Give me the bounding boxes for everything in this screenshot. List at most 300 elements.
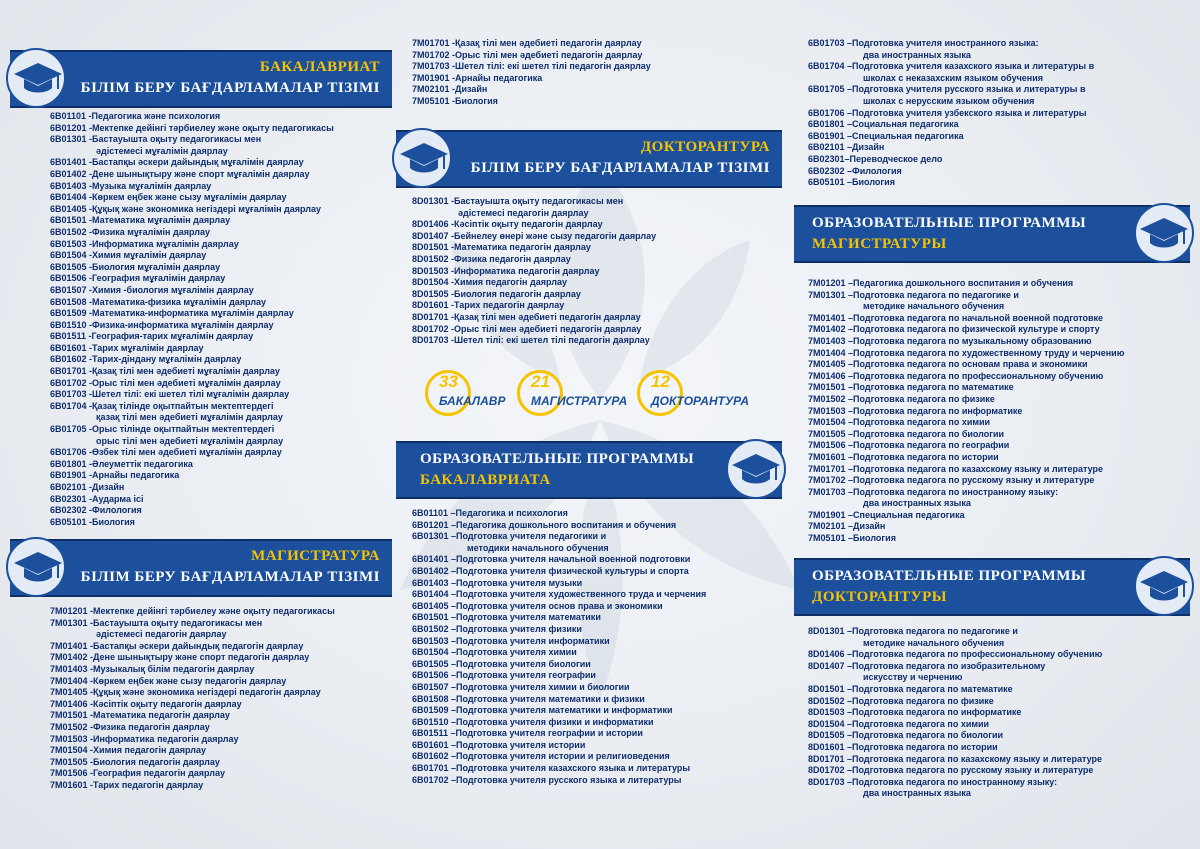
program-row — [412, 717, 706, 729]
program-line-continuation: методике начального обучения — [863, 301, 1005, 312]
program-code: 6B01701 - — [50, 366, 93, 377]
program-code: 7M01503 - — [50, 733, 94, 744]
program-code: 7M01502 – — [808, 393, 854, 404]
master-kz-program-list-continued — [412, 38, 651, 108]
program-title: Подготовка учителя русского языка и литературы — [456, 774, 682, 785]
program-row — [808, 84, 1094, 96]
program-code: 7M01201 – — [808, 278, 854, 288]
program-row — [50, 111, 334, 123]
program-row — [412, 38, 651, 50]
program-title: Орыс тілі мен әдебиеті педагогін даярлау — [454, 323, 642, 334]
program-row — [808, 313, 1124, 325]
program-row — [50, 331, 334, 343]
program-row — [412, 612, 706, 624]
program-row — [808, 348, 1124, 360]
program-title: Физика мұғалімін даярлау — [92, 226, 210, 237]
program-line-continuation: орыс тілі мен әдебиеті мұғалімін даярлау — [96, 435, 284, 446]
program-code: 7M01401 - — [50, 640, 94, 651]
program-code: 7M01404 - — [50, 675, 94, 686]
program-title: Шетел тілі: екі шетел тілі педагогін даярлау — [454, 335, 650, 346]
program-code: 6B01405 - — [50, 203, 93, 214]
program-code: 6B01702 – — [412, 774, 457, 785]
program-title: Қазақ тілі мен әдебиеті педагогін даярлау — [455, 38, 642, 48]
program-title: Мектепке дейінгі тәрбиелеу және оқыту педагогикасы — [93, 606, 335, 616]
program-row — [412, 601, 706, 613]
program-code: 7M01301 – — [808, 289, 854, 300]
program-code: 8D01503 - — [412, 265, 455, 276]
program-title: География-тарих мұғалімін даярлау — [91, 331, 254, 342]
program-code: 6B01801 – — [808, 119, 853, 130]
program-row — [50, 285, 334, 297]
program-code: 6B01510 – — [412, 716, 457, 727]
program-row — [50, 494, 334, 506]
program-code: 6B01508 – — [412, 693, 457, 704]
program-code: 6B01601 – — [412, 739, 457, 750]
program-code: 8D01601 - — [412, 300, 455, 311]
program-title: Подготовка учителя информатики — [456, 635, 610, 646]
program-row — [412, 763, 706, 775]
program-title: Биология — [455, 95, 498, 106]
program-title: Подготовка учителя педагогики и — [456, 531, 607, 542]
program-title: Подготовка учителя физической культуры и спорта — [456, 565, 689, 576]
program-title: Көркем еңбек және сызу педагогін даярлау — [93, 675, 287, 686]
program-title: Арнайы педагогика — [455, 72, 543, 83]
program-code: 7M01504 - — [50, 745, 94, 756]
program-title: Бастапқы әскери дайындық педагогін даярлау — [93, 640, 304, 651]
program-title: Специальная педагогика — [852, 130, 964, 141]
program-code: 8D01703 – — [808, 776, 853, 787]
program-code: 6B01706 - — [50, 447, 93, 458]
program-title: Әлеуметтік педагогика — [92, 458, 193, 469]
banner-subtitle: БІЛІМ БЕРУ БАҒДАРЛАМАЛАР ТІЗІМІ — [80, 80, 380, 96]
program-row — [50, 482, 334, 494]
program-code: 6B01101 - — [50, 111, 92, 121]
program-row — [808, 487, 1124, 499]
program-row — [808, 696, 1102, 708]
program-row — [412, 589, 706, 601]
program-row — [808, 707, 1102, 719]
program-row — [808, 452, 1124, 464]
program-title: Дизайн — [92, 482, 125, 492]
program-line-continuation: два иностранных языка — [863, 498, 971, 509]
program-row — [412, 73, 651, 85]
program-title: Биология — [852, 177, 895, 188]
program-title: Педагогика и психология — [455, 508, 568, 518]
program-code: 8D01601 – — [808, 741, 853, 752]
program-code: 6B01507 – — [412, 681, 457, 692]
program-code: 8D01301 - — [412, 196, 455, 206]
program-title: Подготовка педагога по географии — [853, 440, 1010, 451]
program-row — [808, 475, 1124, 487]
program-row — [50, 366, 334, 378]
program-row — [808, 730, 1102, 742]
program-row — [412, 659, 706, 671]
program-title: Подготовка педагога по биологии — [853, 428, 1005, 439]
program-row — [808, 177, 1094, 189]
program-title: Подготовка педагога по профессиональному обучению — [853, 370, 1104, 381]
program-code: 6B01509 – — [412, 705, 457, 716]
program-row — [50, 447, 334, 459]
program-row — [808, 324, 1124, 336]
program-code: 6B01702 - — [50, 377, 93, 388]
program-row — [50, 687, 335, 699]
program-row — [412, 289, 656, 301]
program-row — [50, 273, 334, 285]
program-code: 6B01505 - — [50, 261, 93, 272]
program-code: 6B01509 - — [50, 308, 93, 319]
program-title: Подготовка педагога по химии — [852, 718, 990, 729]
banner-title: МАГИСТРАТУРА — [251, 548, 380, 564]
program-row — [50, 699, 335, 711]
program-title: Математика мұғалімін даярлау — [92, 215, 231, 226]
program-row — [50, 192, 334, 204]
program-code: 6B01201 – — [412, 519, 457, 530]
program-code: 7M01701 – — [808, 463, 854, 474]
program-code: 6B01601 - — [50, 342, 93, 353]
program-row — [50, 308, 334, 320]
program-title: Подготовка педагога по профессиональному обучению — [852, 649, 1103, 660]
program-row — [50, 757, 335, 769]
bachelor-ru-program-list-continued — [808, 38, 1094, 189]
program-row — [50, 641, 335, 653]
program-title: Педагогика дошкольного воспитания и обучения — [853, 278, 1074, 288]
program-title: Подготовка педагога по изобразительному — [852, 660, 1046, 671]
program-row — [50, 734, 335, 746]
program-row — [808, 290, 1124, 302]
program-code: 8D01702 – — [808, 765, 853, 776]
program-line-continuation: әдістемесі педагогін даярлау — [96, 629, 227, 640]
program-title: Подготовка учителя географии и истории — [455, 728, 643, 739]
program-title: Подготовка учителя основ права и экономики — [456, 600, 663, 611]
program-row — [50, 424, 334, 436]
program-title: Подготовка учителя иностранного языка: — [852, 38, 1039, 48]
stat-number: 33 — [439, 372, 458, 391]
program-row — [412, 508, 706, 520]
program-row — [412, 300, 656, 312]
program-row — [50, 123, 334, 135]
program-row — [808, 108, 1094, 120]
program-row — [50, 710, 335, 722]
program-code: 7M01601 – — [808, 451, 854, 462]
program-row — [412, 740, 706, 752]
program-row — [412, 242, 656, 254]
program-title: Құқық және экономика негіздері педагогін даярлау — [93, 687, 321, 698]
program-code: 6B01404 - — [50, 192, 93, 203]
program-line-continuation: методики начального обучения — [467, 542, 609, 553]
program-row — [412, 254, 656, 266]
program-row — [50, 169, 334, 181]
program-title: Көркем еңбек және сызу мұғалімін даярлау — [92, 192, 287, 203]
banner-title: ОБРАЗОВАТЕЛЬНЫЕ ПРОГРАММЫ — [420, 451, 695, 467]
program-row — [808, 417, 1124, 429]
program-title: Подготовка учителя казахского языка и литературы в — [852, 61, 1095, 72]
program-title: Подготовка педагога по художественному труду и черчению — [853, 347, 1125, 358]
program-row — [808, 464, 1124, 476]
program-code: 8D01703 - — [412, 335, 455, 346]
program-row — [808, 61, 1094, 73]
program-title: Тарих педагогін даярлау — [93, 779, 204, 790]
program-title: Подготовка учителя математики — [456, 612, 601, 623]
program-code: 6B01511 – — [412, 728, 456, 739]
program-line-continuation: два иностранных языка — [863, 49, 971, 60]
program-row — [412, 520, 706, 532]
program-code: 6B05101 - — [50, 516, 93, 527]
program-code: 8D01505 - — [412, 288, 455, 299]
program-code: 8D01504 – — [808, 718, 853, 729]
program-title: Подготовка педагога по информатике — [852, 707, 1022, 718]
program-code: 7M01901 – — [808, 509, 854, 520]
program-code: 6B01502 – — [412, 623, 457, 634]
program-row — [808, 429, 1124, 441]
bachelor-ru-program-list — [412, 508, 706, 786]
program-title: Математика-информатика мұғалімін даярлау — [92, 308, 294, 319]
program-title: Қазақ тілі мен әдебиеті педагогін даярлау — [454, 311, 641, 322]
program-code: 7M01601 - — [50, 779, 94, 790]
program-row — [412, 636, 706, 648]
program-line-continuation: әдістемесі мұғалімін даярлау — [96, 145, 228, 156]
program-title: Филология — [92, 505, 142, 516]
program-title: Тарих мұғалімін даярлау — [92, 342, 204, 353]
banner-subtitle: БІЛІМ БЕРУ БАҒДАРЛАМАЛАР ТІЗІМІ — [80, 569, 380, 585]
program-title: Подготовка учителя истории — [456, 739, 586, 750]
program-code: 6B01403 – — [412, 577, 457, 588]
program-title: Орыс тілі мен әдебиеті педагогін даярлау — [455, 49, 643, 60]
program-row — [808, 359, 1124, 371]
program-code: 6B01501 – — [412, 612, 457, 623]
program-row — [412, 219, 656, 231]
program-title: Подготовка учителя казахского языка и литературы — [456, 763, 691, 774]
bachelor-kz-program-list — [50, 111, 334, 528]
program-code: 7M01401 – — [808, 312, 854, 323]
program-title: Физика-информатика мұғалімін даярлау — [92, 319, 274, 330]
program-code: 6B01403 - — [50, 180, 93, 191]
program-code: 8D01502 - — [412, 253, 455, 264]
program-code: 6B01701 – — [412, 763, 457, 774]
program-row — [808, 684, 1102, 696]
stat-label: БАКАЛАВР — [439, 394, 506, 408]
program-title: Подготовка учителя математики и информатики — [456, 705, 673, 716]
program-title: Подготовка учителя музыки — [456, 577, 583, 588]
program-row — [412, 335, 656, 347]
banner-subtitle: МАГИСТРАТУРЫ — [812, 236, 947, 252]
program-row — [50, 262, 334, 274]
program-row — [412, 531, 706, 543]
program-code: 6B01801 - — [50, 458, 93, 469]
program-code: 6B01401 - — [50, 157, 93, 168]
program-title: Биология педагогін даярлау — [454, 288, 581, 299]
banner-doctorate-kz — [396, 130, 782, 188]
program-title: Подготовка педагога по музыкальному образованию — [853, 335, 1092, 346]
program-title: Подготовка учителя физики — [456, 623, 582, 634]
program-row — [808, 765, 1102, 777]
program-title: Орыс тілінде оқытпайтын мектептердегі — [92, 424, 275, 435]
program-code: 6B01507 - — [50, 284, 93, 295]
program-row — [50, 250, 334, 262]
program-row — [50, 745, 335, 757]
program-row — [50, 676, 335, 688]
program-code: 7M01505 - — [50, 756, 94, 767]
program-code: 6B01510 - — [50, 319, 93, 330]
program-row — [808, 649, 1102, 661]
program-title: Подготовка педагога по физической культуре и спорту — [853, 324, 1100, 335]
program-code: 8D01501 – — [808, 683, 853, 694]
program-row — [50, 378, 334, 390]
program-title: Математика педагогін даярлау — [454, 242, 591, 253]
program-title: Педагогика дошкольного воспитания и обучения — [456, 519, 677, 530]
program-title: Подготовка педагога по истории — [852, 741, 998, 752]
program-title: Химия педагогін даярлау — [93, 745, 206, 756]
program-title: Филология — [852, 165, 902, 176]
program-title: Мектепке дейінгі тәрбиелеу және оқыту педагогикасы — [92, 122, 334, 133]
graduation-cap-icon — [1130, 556, 1194, 616]
program-row — [412, 670, 706, 682]
program-row — [808, 371, 1124, 383]
program-row — [412, 751, 706, 763]
program-row — [412, 277, 656, 289]
program-code: 6B01901 - — [50, 470, 93, 481]
program-title: Подготовка педагога по начальной военной подготовке — [853, 312, 1104, 323]
program-code: 6B01402 - — [50, 168, 93, 179]
program-code: 8D01505 – — [808, 730, 853, 741]
banner-title: ОБРАЗОВАТЕЛЬНЫЕ ПРОГРАММЫ — [812, 215, 1087, 231]
program-title: Биология педагогін даярлау — [93, 756, 220, 767]
program-title: Информатика педагогін даярлау — [93, 733, 239, 744]
program-code: 8D01503 – — [808, 707, 853, 718]
program-code: 6B01506 – — [412, 670, 457, 681]
program-title: Дизайн — [852, 142, 885, 153]
program-title: Кәсіптік оқыту педагогін даярлау — [454, 219, 603, 230]
program-title: Математика-физика мұғалімін даярлау — [92, 296, 267, 307]
program-row — [412, 266, 656, 278]
program-title: Социальная педагогика — [852, 119, 959, 130]
program-title: Музыкалық білім педагогін даярлау — [93, 663, 255, 674]
program-code: 6B01201 - — [50, 122, 93, 133]
program-title: Бастапқы әскери дайындық мұғалімін даярлау — [92, 157, 304, 168]
program-row — [412, 96, 651, 108]
program-code: 7M01503 – — [808, 405, 854, 416]
program-row — [412, 50, 651, 62]
program-code: 6B01602 – — [412, 751, 457, 762]
program-code: 7M01505 – — [808, 428, 854, 439]
program-count-stats — [425, 370, 755, 420]
program-row — [808, 521, 1124, 533]
program-code: 6B01506 - — [50, 273, 93, 284]
program-title: Подготовка учителя географии — [456, 670, 596, 681]
program-code: 6B02101 – — [808, 142, 853, 153]
program-row — [412, 682, 706, 694]
program-code: 6B01705 – — [808, 84, 853, 95]
program-row — [808, 742, 1102, 754]
program-title: Химия мұғалімін даярлау — [92, 250, 207, 261]
program-code: 6B01101 – — [412, 508, 456, 518]
program-title: Биология — [853, 533, 896, 544]
program-title: Подготовка учителя математики и физики — [456, 693, 645, 704]
program-code: 6B01703 – — [808, 38, 853, 48]
program-title: Подготовка учителя биологии — [456, 658, 591, 669]
program-title: Подготовка педагога по казахскому языку и литературе — [853, 463, 1104, 474]
program-row — [50, 157, 334, 169]
program-row — [808, 440, 1124, 452]
program-title: Подготовка педагога по иностранному языку: — [852, 776, 1058, 787]
program-title: Подготовка педагога по основам права и экономики — [853, 359, 1088, 370]
program-line-continuation: два иностранных языка — [863, 788, 971, 799]
program-title: Шетел тілі: екі шетел тілі педагогін даярлау — [455, 61, 651, 72]
program-row — [412, 647, 706, 659]
program-title: Бастауышта оқыту педагогикасы мен — [454, 196, 624, 206]
banner-title: ОБРАЗОВАТЕЛЬНЫЕ ПРОГРАММЫ — [812, 568, 1087, 584]
program-row — [412, 231, 656, 243]
program-row — [808, 533, 1124, 545]
banner-master-ru — [794, 205, 1190, 263]
program-row — [808, 154, 1094, 166]
program-title: Биология — [92, 516, 135, 527]
program-code: 7M01702 - — [412, 49, 456, 60]
program-row — [808, 336, 1124, 348]
program-row — [50, 343, 334, 355]
program-title: Физика педагогін даярлау — [93, 721, 210, 732]
program-title: Информатика мұғалімін даярлау — [92, 238, 239, 249]
program-code: 6B01502 - — [50, 226, 93, 237]
master-kz-program-list — [50, 606, 335, 792]
program-row — [412, 566, 706, 578]
program-code: 6B02301 - — [50, 493, 93, 504]
program-title: Математика педагогін даярлау — [93, 710, 230, 721]
banner-doctorate-ru — [794, 558, 1190, 616]
doctorate-kz-program-list — [412, 196, 656, 347]
program-row — [50, 227, 334, 239]
program-title: Кәсіптік оқыту педагогін даярлау — [93, 698, 242, 709]
program-title: Подготовка педагога по биологии — [852, 730, 1004, 741]
master-ru-program-list — [808, 278, 1124, 545]
program-title: География мұғалімін даярлау — [92, 273, 226, 284]
program-row — [808, 754, 1102, 766]
program-code: 7M01502 - — [50, 721, 94, 732]
program-code: 8D01701 - — [412, 311, 455, 322]
program-code: 6B02101 - — [50, 482, 93, 492]
program-row — [50, 768, 335, 780]
program-code: 6B02301– — [808, 153, 850, 164]
program-title: Подготовка педагога по физике — [853, 393, 995, 404]
program-row — [808, 394, 1124, 406]
program-row — [412, 694, 706, 706]
program-code: 7M01506 – — [808, 440, 854, 451]
graduation-cap-icon — [6, 537, 70, 597]
stat-number: 21 — [531, 372, 550, 391]
program-code: 6B01706 – — [808, 107, 853, 118]
program-code: 6B01508 - — [50, 296, 93, 307]
program-code: 8D01406 - — [412, 219, 455, 230]
program-row — [412, 705, 706, 717]
program-row — [50, 181, 334, 193]
program-code: 6B01503 - — [50, 238, 93, 249]
program-title: Дизайн — [853, 521, 886, 532]
graduation-cap-icon — [392, 128, 456, 188]
program-row — [50, 297, 334, 309]
program-row — [50, 722, 335, 734]
program-title: Музыка мұғалімін даярлау — [92, 180, 212, 191]
program-code: 7M01501 - — [50, 710, 94, 721]
graduation-cap-icon — [6, 48, 70, 108]
program-title: Дене шынықтыру және спорт мұғалімін даярлау — [92, 168, 310, 179]
program-title: Тарих педагогін даярлау — [454, 300, 565, 311]
program-code: 8D01504 - — [412, 277, 455, 288]
program-code: 6B01705 - — [50, 424, 93, 435]
program-row — [808, 142, 1094, 154]
program-code: 6B01503 – — [412, 635, 457, 646]
program-row — [412, 312, 656, 324]
program-title: Қазақ тілі мен әдебиеті мұғалімін даярлау — [92, 366, 280, 377]
program-code: 6B01301 - — [50, 134, 93, 145]
